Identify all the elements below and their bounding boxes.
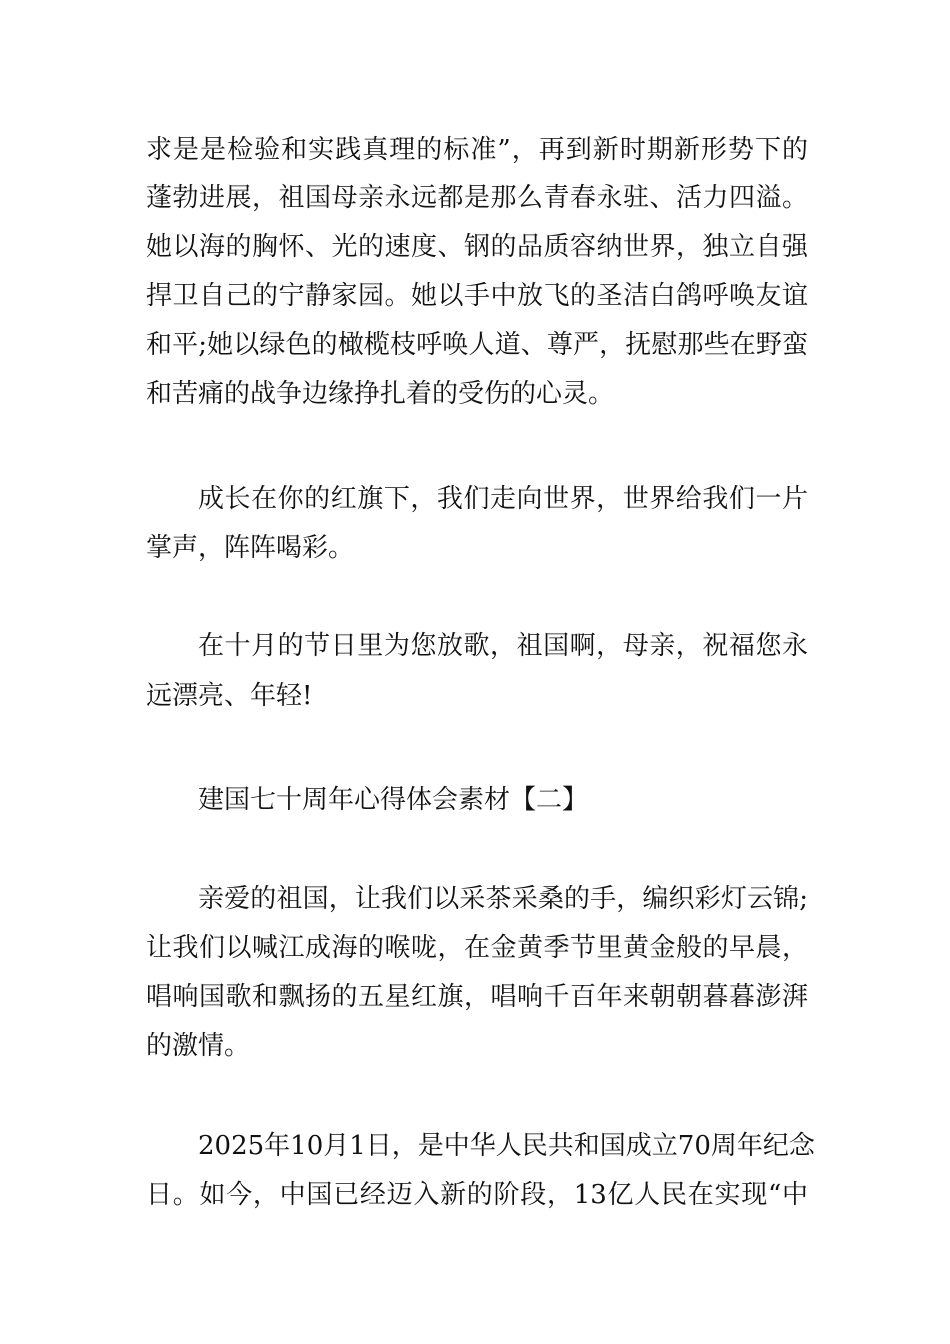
paragraph-2-line-2: 掌声，阵阵喝彩。 [146, 533, 355, 563]
paragraph-5-line-3: 唱响国歌和飘扬的五星红旗，唱响千百年来朝朝暮暮澎湃 [146, 982, 808, 1012]
paragraph-1-line-6: 和苦痛的战争边缘挣扎着的受伤的心灵。 [146, 379, 615, 409]
paragraph-1-line-2: 蓬勃进展，祖国母亲永远都是那么青春永驻、活力四溢。 [146, 183, 808, 213]
paragraph-2-line-1: 成长在你的红旗下，我们走向世界，世界给我们一片 [198, 484, 808, 514]
paragraph-6-line-2: 日。如今，中国已经迈入新的阶段，13亿人民在实现“中 [146, 1180, 808, 1210]
paragraph-6-line-1: 2025年10月1日，是中华人民共和国成立70周年纪念 [198, 1131, 815, 1161]
paragraph-1-line-3: 她以海的胸怀、光的速度、钢的品质容纳世界，独立自强 [146, 232, 808, 262]
paragraph-1-line-4: 捍卫自己的宁静家园。她以手中放飞的圣洁白鸽呼唤友谊 [146, 281, 808, 311]
paragraph-3-line-2: 远漂亮、年轻! [146, 681, 313, 711]
paragraph-1-line-1: 求是是检验和实践真理的标准”，再到新时期新形势下的 [146, 135, 808, 165]
paragraph-5-line-1: 亲爱的祖国，让我们以采茶采桑的手，编织彩灯云锦; [198, 884, 808, 914]
paragraph-3-line-1: 在十月的节日里为您放歌，祖国啊，母亲，祝福您永 [198, 631, 808, 661]
paragraph-5-line-2: 让我们以喊江成海的喉咙，在金黄季节里黄金般的早晨， [146, 933, 808, 963]
section-heading: 建国七十周年心得体会素材【二】 [198, 785, 589, 815]
paragraph-1-line-5: 和平;她以绿色的橄榄枝呼唤人道、尊严，抚慰那些在野蛮 [146, 330, 808, 360]
paragraph-5-line-4: 的激情。 [146, 1031, 251, 1061]
